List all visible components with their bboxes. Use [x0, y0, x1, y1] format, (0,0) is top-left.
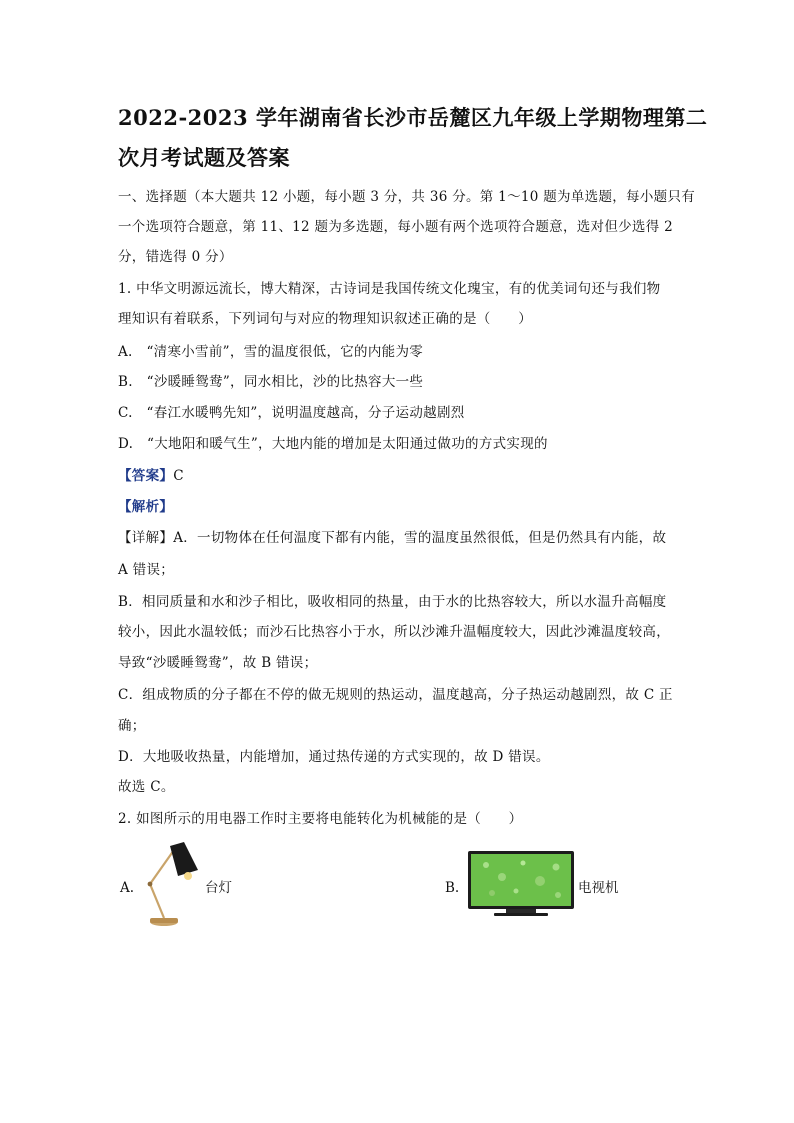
question-2-option-b-text: 电视机 — [578, 880, 619, 896]
question-1-answer — [118, 466, 688, 486]
question-1-option-b: B. “沙暖睡鸳鸯”，同水相比，沙的比热容大一些 — [118, 374, 424, 390]
question-1-detail-line-7: 确； — [118, 718, 146, 734]
question-1-detail-line-5: 导致“沙暖睡鸳鸯”，故 B 错误； — [118, 655, 318, 671]
question-2-option-b-letter: B. — [445, 880, 460, 896]
answer-value: C — [173, 468, 184, 484]
question-1-detail-line-3: B．相同质量和水和沙子相比，吸收相同的热量，由于水的比热容较大，所以水温升高幅度 — [118, 594, 667, 610]
document-title-line-1: 2022-2023 学年湖南省长沙市岳麓区九年级上学期物理第二 — [118, 105, 708, 130]
question-1-conclusion: 故选 C。 — [118, 779, 175, 795]
section-instructions-line-3: 分，错选得 0 分） — [118, 249, 233, 265]
question-1-analysis-heading — [118, 497, 688, 517]
section-instructions-line-1: 一、选择题（本大题共 12 小题，每小题 3 分，共 36 分。第 1～10 题为单选题，每小题只有 — [118, 189, 696, 205]
question-2-option-a-text: 台灯 — [205, 880, 232, 896]
detail-text-1: A．一切物体在任何温度下都有内能，雪的温度虽然很低，但是仍然具有内能，故 — [173, 530, 667, 546]
question-1-option-a: A. “清寒小雪前”，雪的温度很低，它的内能为零 — [118, 344, 424, 360]
desk-lamp-icon — [140, 840, 202, 928]
question-1-detail-line-6: C．组成物质的分子都在不停的做无规则的热运动，温度越高，分子热运动越剧烈，故 C 正 — [118, 687, 673, 703]
analysis-tag: 【解析】 — [118, 499, 174, 515]
question-1-option-d: D. “大地阳和暖气生”，大地内能的增加是太阳通过做功的方式实现的 — [118, 436, 548, 452]
section-instructions-line-2: 一个选项符合题意，第 11、12 题为多选题，每小题有两个选项符合题意，选对但少选得 2 — [118, 219, 674, 235]
question-1-stem-line-2: 理知识有着联系，下列词句与对应的物理知识叙述正确的是（ ） — [118, 311, 532, 327]
document-title-line-2: 次月考试题及答案 — [118, 145, 290, 170]
question-1-detail-line-1 — [118, 528, 688, 548]
question-1-stem-line-1: 1. 中华文明源远流长，博大精深，古诗词是我国传统文化瑰宝，有的优美词句还与我们物 — [118, 281, 661, 297]
question-2-option-a-letter: A. — [120, 880, 135, 896]
detail-tag: 【详解】 — [118, 530, 174, 546]
question-1-option-c: C. “春江水暖鸭先知”，说明温度越高，分子运动越剧烈 — [118, 405, 465, 421]
answer-tag: 【答案】 — [118, 468, 174, 484]
television-icon — [468, 851, 574, 919]
question-1-detail-line-2: A 错误； — [118, 562, 175, 578]
question-1-detail-line-4: 较小，因此水温较低；而沙石比热容小于水，所以沙滩升温幅度较大，因此沙滩温度较高， — [118, 624, 670, 640]
question-1-detail-line-8: D．大地吸收热量，内能增加，通过热传递的方式实现的，故 D 错误。 — [118, 749, 550, 765]
question-2-stem: 2. 如图所示的用电器工作时主要将电能转化为机械能的是（ ） — [118, 811, 523, 827]
